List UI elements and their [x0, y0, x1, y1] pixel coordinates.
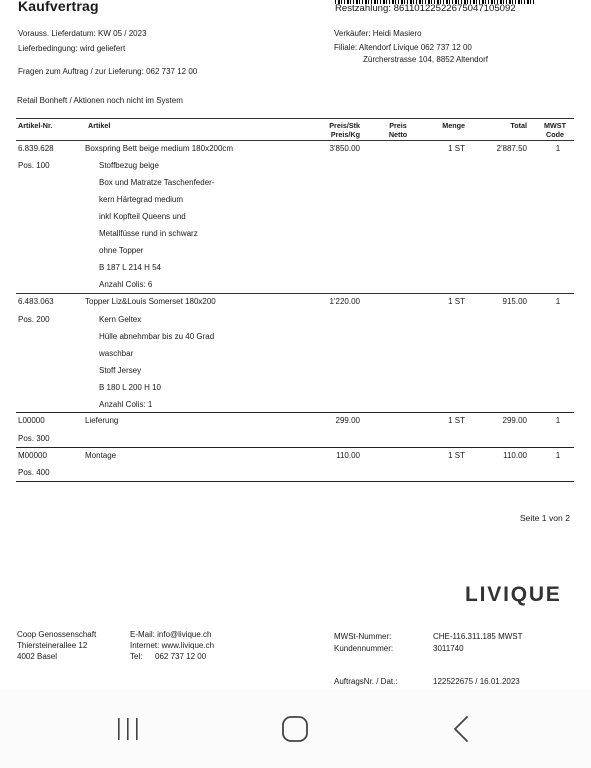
row-article-number: M00000 — [18, 451, 47, 460]
row-detail: inkl Kopfteil Queens und — [99, 212, 186, 221]
row-detail: Kern Geltex — [99, 315, 142, 324]
row-vat-code: 1 — [555, 451, 561, 460]
table-bottom-rule — [16, 481, 574, 482]
col-header-total: Total — [510, 121, 527, 130]
row-price: 299.00 — [335, 416, 360, 425]
col-header-preis-stk: Preis/Stk — [329, 121, 360, 130]
row-position: Pos. 300 — [18, 434, 50, 443]
delivery-date: Vorauss. Lieferdatum: KW 05 / 2023 — [18, 29, 147, 38]
footer-vat-label: MWSt-Nummer: — [334, 632, 392, 641]
branch-line-2: Zürcherstrasse 104, 8852 Altendorf — [363, 55, 488, 64]
row-article-name: Montage — [85, 451, 117, 460]
row-price: 3'850.00 — [329, 144, 360, 153]
livique-logo: LIVIQUE — [465, 583, 562, 606]
footer-email: E-Mail: info@livique.ch — [130, 630, 212, 639]
recent-apps-button[interactable] — [108, 712, 148, 748]
footer-company-city: 4002 Basel — [17, 652, 58, 661]
footer-vat-value: CHE-116.311.185 MWST — [433, 632, 523, 641]
delivery-condition: Lieferbedingung: wird geliefert — [18, 44, 126, 53]
retail-notice: Retail Bonheft / Aktionen noch nicht im System — [17, 96, 183, 105]
row-detail: Hülle abnehmbar bis zu 40 Grad — [99, 332, 215, 341]
row-detail: B 180 L 200 H 10 — [99, 383, 161, 392]
row-article-number: 6.483.063 — [18, 297, 54, 306]
row-quantity: 1 ST — [448, 416, 465, 425]
row-detail: kern Härtegrad medium — [99, 195, 184, 204]
home-button[interactable] — [274, 712, 316, 748]
col-header-artikel: Artikel — [88, 121, 111, 130]
footer-company-name: Coop Genossenschaft — [17, 630, 97, 639]
row-position: Pos. 200 — [18, 315, 50, 324]
row-vat-code: 1 — [555, 297, 561, 306]
row-quantity: 1 ST — [448, 451, 465, 460]
branch-line-1: Filiale: Altendorf Livique 062 737 12 00 — [334, 43, 472, 52]
footer-tel-label: Tel: — [130, 652, 143, 661]
row-detail: Metallfüsse rund in schwarz — [99, 229, 198, 238]
document-title: Kaufvertrag — [18, 0, 99, 14]
row-article-name: Topper Liz&Louis Somerset 180x200 — [85, 297, 216, 306]
table-header-rule — [16, 140, 574, 141]
row-position: Pos. 100 — [18, 161, 50, 170]
row-price: 110.00 — [336, 451, 360, 460]
row-total: 2'887.50 — [496, 144, 527, 153]
col-header-mwst-2: Code — [546, 130, 564, 139]
row-divider — [16, 447, 574, 448]
row-detail: Stoff Jersey — [99, 366, 142, 375]
row-quantity: 1 ST — [448, 297, 465, 306]
col-header-preis-kg: Preis/Kg — [330, 130, 360, 139]
row-detail: Box und Matratze Taschenfeder- — [99, 178, 215, 187]
col-header-preis-netto-1: Preis — [389, 121, 407, 130]
row-vat-code: 1 — [555, 144, 561, 153]
row-article-number: 6.839.628 — [18, 144, 54, 153]
col-header-mwst-1: MWST — [544, 121, 566, 130]
footer-customer-value: 3011740 — [433, 644, 464, 653]
page-number: Seite 1 von 2 — [519, 513, 570, 523]
row-article-number: L00000 — [18, 416, 45, 425]
col-header-preis-netto-2: Netto — [388, 130, 408, 139]
row-total: 915.00 — [502, 297, 527, 306]
row-divider — [16, 293, 574, 294]
row-article-name: Boxspring Bett beige medium 180x200cm — [85, 144, 234, 153]
row-detail: waschbar — [99, 349, 134, 358]
col-header-artikel-nr: Artikel-Nr. — [18, 121, 53, 130]
row-divider — [16, 412, 574, 413]
back-button[interactable] — [442, 712, 482, 748]
row-detail: Anzahl Colis: 1 — [99, 400, 153, 409]
row-price: 1'220.00 — [329, 297, 360, 306]
home-icon — [274, 712, 316, 748]
row-detail: ohne Topper — [99, 246, 144, 255]
footer-company-street: Thiersteinerallee 12 — [17, 641, 88, 650]
row-detail: B 187 L 214 H 54 — [99, 263, 161, 272]
row-article-name: Lieferung — [85, 416, 119, 425]
footer-order-label: AuftragsNr. / Dat.: — [334, 677, 398, 686]
footer-internet: Internet: www.livique.ch — [130, 641, 215, 650]
recent-apps-icon — [108, 712, 148, 748]
seller: Verkäufer: Heidi Masiero — [334, 29, 422, 38]
footer-order-value: 122522675 / 16.01.2023 — [433, 677, 520, 686]
col-header-menge: Menge — [442, 121, 465, 130]
footer-tel-value: 062 737 12 00 — [155, 652, 207, 661]
row-vat-code: 1 — [555, 416, 561, 425]
navigation-bar — [0, 690, 591, 768]
row-detail: Anzahl Colis: 6 — [99, 280, 153, 289]
table-top-rule — [16, 118, 574, 119]
row-total: 110.00 — [503, 451, 527, 460]
footer-customer-label: Kundennummer: — [334, 644, 394, 653]
row-detail: Stoffbezug beige — [99, 161, 159, 170]
row-total: 299.00 — [502, 416, 527, 425]
restzahlung-reference: Restzahlung: 86110122522675047105092 — [335, 3, 516, 14]
row-quantity: 1 ST — [448, 144, 465, 153]
row-position: Pos. 400 — [18, 468, 50, 477]
contact-question: Fragen zum Auftrag / zur Lieferung: 062 737 12 00 — [18, 67, 198, 76]
back-icon — [442, 712, 482, 748]
